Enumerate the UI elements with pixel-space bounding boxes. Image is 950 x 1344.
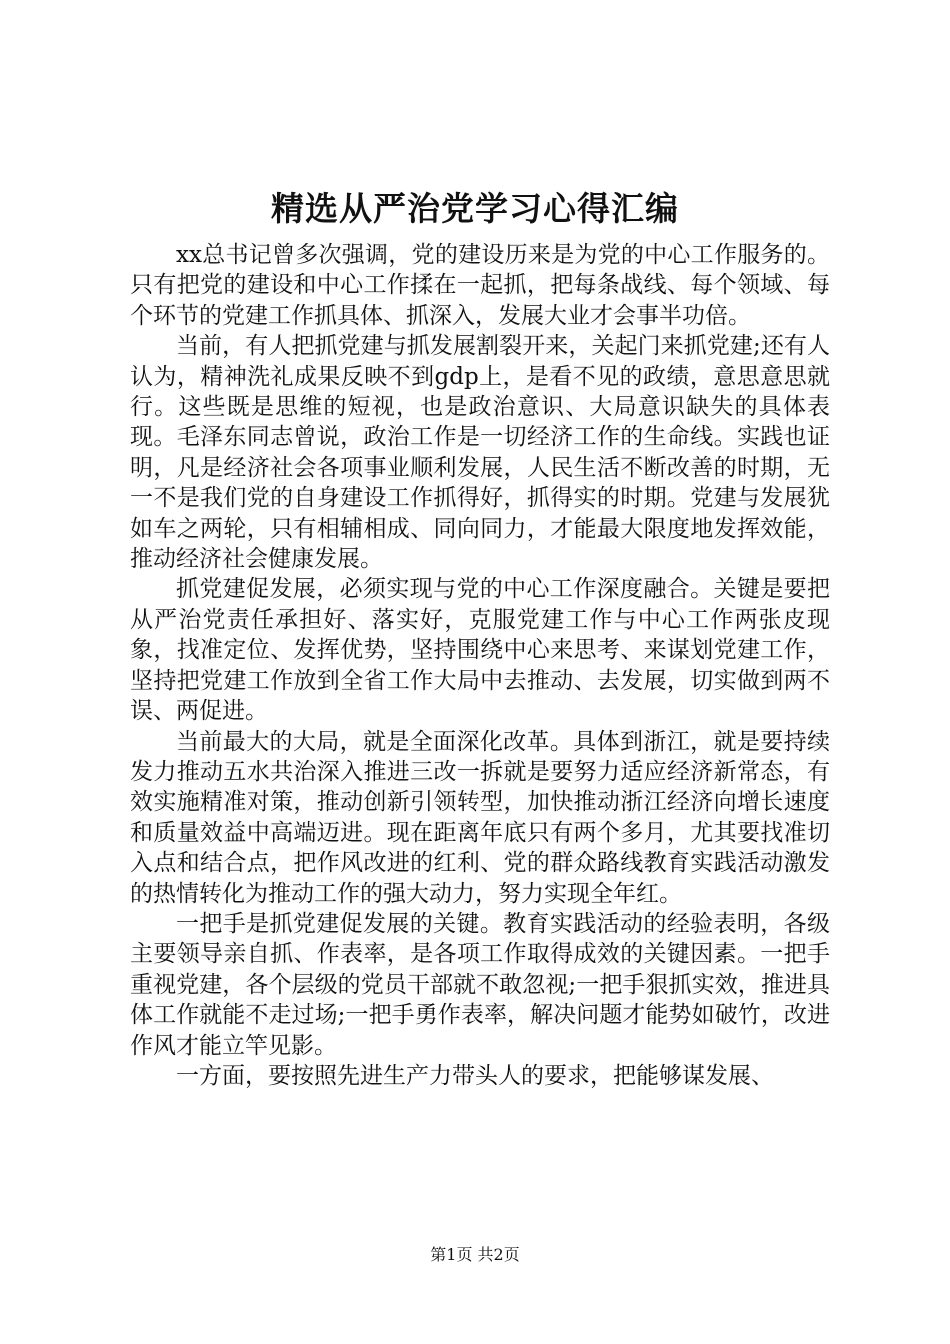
paragraph: xx总书记曾多次强调，党的建设历来是为党的中心工作服务的。只有把党的建设和中心工作揉在一起抓，把每条战线、每个领域、每个环节的党建工作抓具体、抓深入，发展大业才会事半功倍。 xyxy=(130,242,830,329)
document-title: 精选从严治党学习心得汇编 xyxy=(271,189,679,228)
paragraph: 当前，有人把抓党建与抓发展割裂开来，关起门来抓党建;还有人认为，精神洗礼成果反映不到gdp上，是看不见的政绩，意思意思就行。这些既是思维的短视，也是政治意识、大局意识缺失的具体表现。毛泽东同志曾说，政治工作是一切经济工作的生命线。实践也证明，凡是经济社会各项事业顺利发展，人民生活不断改善的时期，无一不是我们党的自身建设工作抓得好，抓得实的时期。党建与发展犹如车之两轮，只有相辅相成、同向同力，才能最大限度地发挥效能，推动经济社会健康发展。 xyxy=(130,333,830,573)
paragraph: 一方面，要按照先进生产力带头人的要求，把能够谋发展、 xyxy=(176,1062,774,1089)
paragraph: 一把手是抓党建促发展的关键。教育实践活动的经验表明，各级主要领导亲自抓、作表率，是各项工作取得成效的关键因素。一把手重视党建，各个层级的党员干部就不敢忽视;一把手狠抓实效，推进具体工作就能不走过场;一把手勇作表率，解决问题才能势如破竹，改进作风才能立竿见影。 xyxy=(130,910,830,1059)
paragraph: 当前最大的大局，就是全面深化改革。具体到浙江，就是要持续发力推动五水共治深入推进三改一拆就是要努力适应经济新常态，有效实施精准对策，推动创新引领转型，加快推动浙江经济向增长速度和质量效益中高端迈进。现在距离年底只有两个多月，尤其要找准切入点和结合点，把作风改进的红利、党的群众路线教育实践活动激发的热情转化为推动工作的强大动力，努力实现全年红。 xyxy=(130,728,830,907)
page-footer: 第1页 共2页 xyxy=(430,1245,520,1264)
paragraph: 抓党建促发展，必须实现与党的中心工作深度融合。关键是要把从严治党责任承担好、落实好，克服党建工作与中心工作两张皮现象，找准定位、发挥优势，坚持围绕中心来思考、来谋划党建工作，坚持把党建工作放到全省工作大局中去推动、去发展，切实做到两不误、两促进。 xyxy=(130,576,830,725)
document-body xyxy=(130,240,830,1091)
